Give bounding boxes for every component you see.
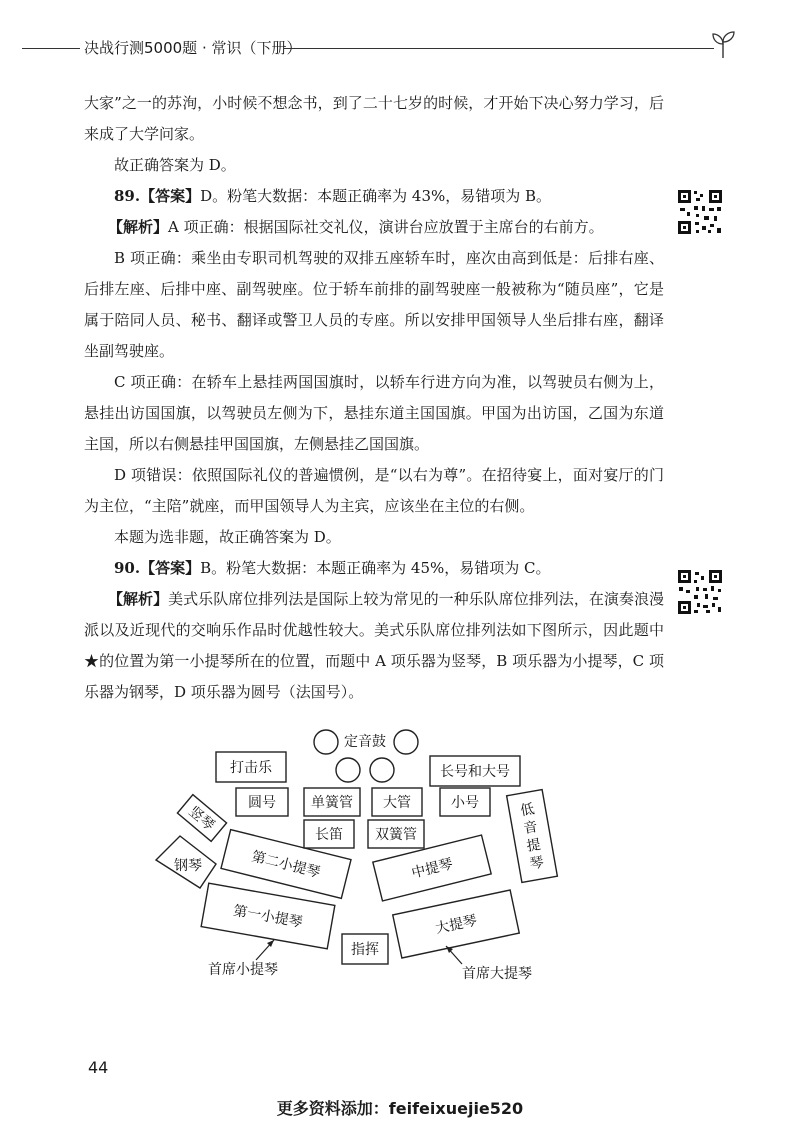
q90-analysis-label: 【解析】 [108,590,169,608]
q89-option-b: B 项正确：乘坐由专职司机驾驶的双排五座轿车时，座次由高到低是：后排右座、后排左座、后排中座、副驾驶座。位于轿车前排的副驾驶座一般被称为“随员座”，它是属于陪同人员、秘书、翻译或警卫人员的专座。所以安排甲国领导人坐后排右座，翻译坐副驾驶座。 [84,249,664,360]
q90-answer-label: 90.【答案】 [114,559,201,577]
oboe-label: 双簧管 [375,827,417,843]
qr-code-icon [676,568,724,616]
first-violin-label: 第一小提琴 [231,903,304,931]
french-horn-label: 圆号 [248,795,276,811]
paragraph-continuation: 大家”之一的苏洵，小时候不想念书，到了二十七岁的时候，才开始下决心努力学习，后来成了大学问家。 [84,94,664,143]
second-violin-label: 第二小提琴 [249,848,322,882]
q90-analysis-text: 美式乐队席位排列法是国际上较为常见的一种乐队席位排列法，在演奏浪漫派以及近现代的交响乐作品时优越性较大。美式乐队席位排列法如下图所示，因此题中★的位置为第一小提琴所在的位置，而题中 A 项乐器为竖琴，B 项乐器为小提琴，C 项乐器为钢琴，D 项乐器为圆号（法国号）。 [84,590,664,701]
q89-answer-text: D。粉笔大数据：本题正确率为 43%，易错项为 B。 [200,187,552,205]
conductor-label: 指挥 [351,942,379,958]
principal-violin-label: 首席小提琴 [208,962,278,978]
timpani-label: 定音鼓 [344,734,386,750]
double-bass-char-2: 音 [522,819,539,838]
piano-label: 钢琴 [174,858,202,874]
paragraph-answer-conclusion: 故正确答案为 D。 [114,156,236,174]
q89-option-d: D 项错误：依照国际礼仪的普遍惯例，是“以右为尊”。在招待宴上，面对宴厅的门为主位，“主陪”就座，而甲国领导人为主宾，应该坐在主位的右侧。 [84,466,664,515]
sprout-icon [706,28,740,62]
viola-group [373,835,491,901]
q89-analysis-label: 【解析】 [108,218,169,236]
q89-option-c: C 项正确：在轿车上悬挂两国国旗时，以轿车行进方向为准，以驾驶员右侧为上，悬挂出访国国旗，以驾驶员左侧为下，悬挂东道主国国旗。甲国为出访国，乙国为东道主国，所以右侧悬挂甲国国旗，左侧悬挂乙国国旗。 [84,373,664,453]
q89-answer [84,181,664,212]
timpani-drum-left [314,730,338,754]
timpani-drum-right [394,730,418,754]
orchestra-diagram-svg [150,718,570,988]
viola-label: 中提琴 [409,856,455,882]
harp-group [177,795,226,842]
q90-answer-text: B。粉笔大数据：本题正确率为 45%，易错项为 C。 [200,559,551,577]
timpani-drum-front-right [370,758,394,782]
book-title: 决战行测5000题 · 常识（下册） [84,39,302,57]
q90-analysis [84,584,664,708]
q90-answer [84,553,664,584]
trombone-tuba-label: 长号和大号 [440,764,510,780]
cello-group [393,890,520,958]
double-bass-group [507,790,558,883]
qr-code-icon [676,188,724,236]
cello-label: 大提琴 [434,912,479,938]
footer-note: 更多资料添加：feifeixuejie520 [276,1099,524,1118]
clarinet-label: 单簧管 [311,795,353,811]
header-rule-left [22,48,80,49]
orchestra-seating-diagram [150,718,570,988]
double-bass-char-3: 提 [525,836,543,855]
q89-option-a-text: A 项正确：根据国际社交礼仪，演讲台应放置于主席台的右前方。 [168,218,604,236]
bassoon-label: 大管 [383,795,411,811]
principal-cello-label: 首席大提琴 [462,966,532,982]
double-bass-char-4: 琴 [528,854,546,873]
qr-code-q90[interactable] [676,568,724,616]
flute-label: 长笛 [315,827,343,843]
q89-analysis-a [84,212,664,243]
page-number: 44 [88,1058,109,1077]
qr-code-q89[interactable] [676,188,724,236]
q89-answer-label: 89.【答案】 [114,187,201,205]
trumpet-label: 小号 [451,795,479,811]
timpani-drum-front-left [336,758,360,782]
first-violin-group [201,883,335,949]
header-rule-right [284,48,714,49]
q89-conclusion: 本题为选非题，故正确答案为 D。 [114,528,341,546]
harp-label: 竖琴 [185,803,218,834]
running-header [0,34,800,64]
percussion-label: 打击乐 [230,760,272,776]
double-bass-char-1: 低 [519,801,536,820]
